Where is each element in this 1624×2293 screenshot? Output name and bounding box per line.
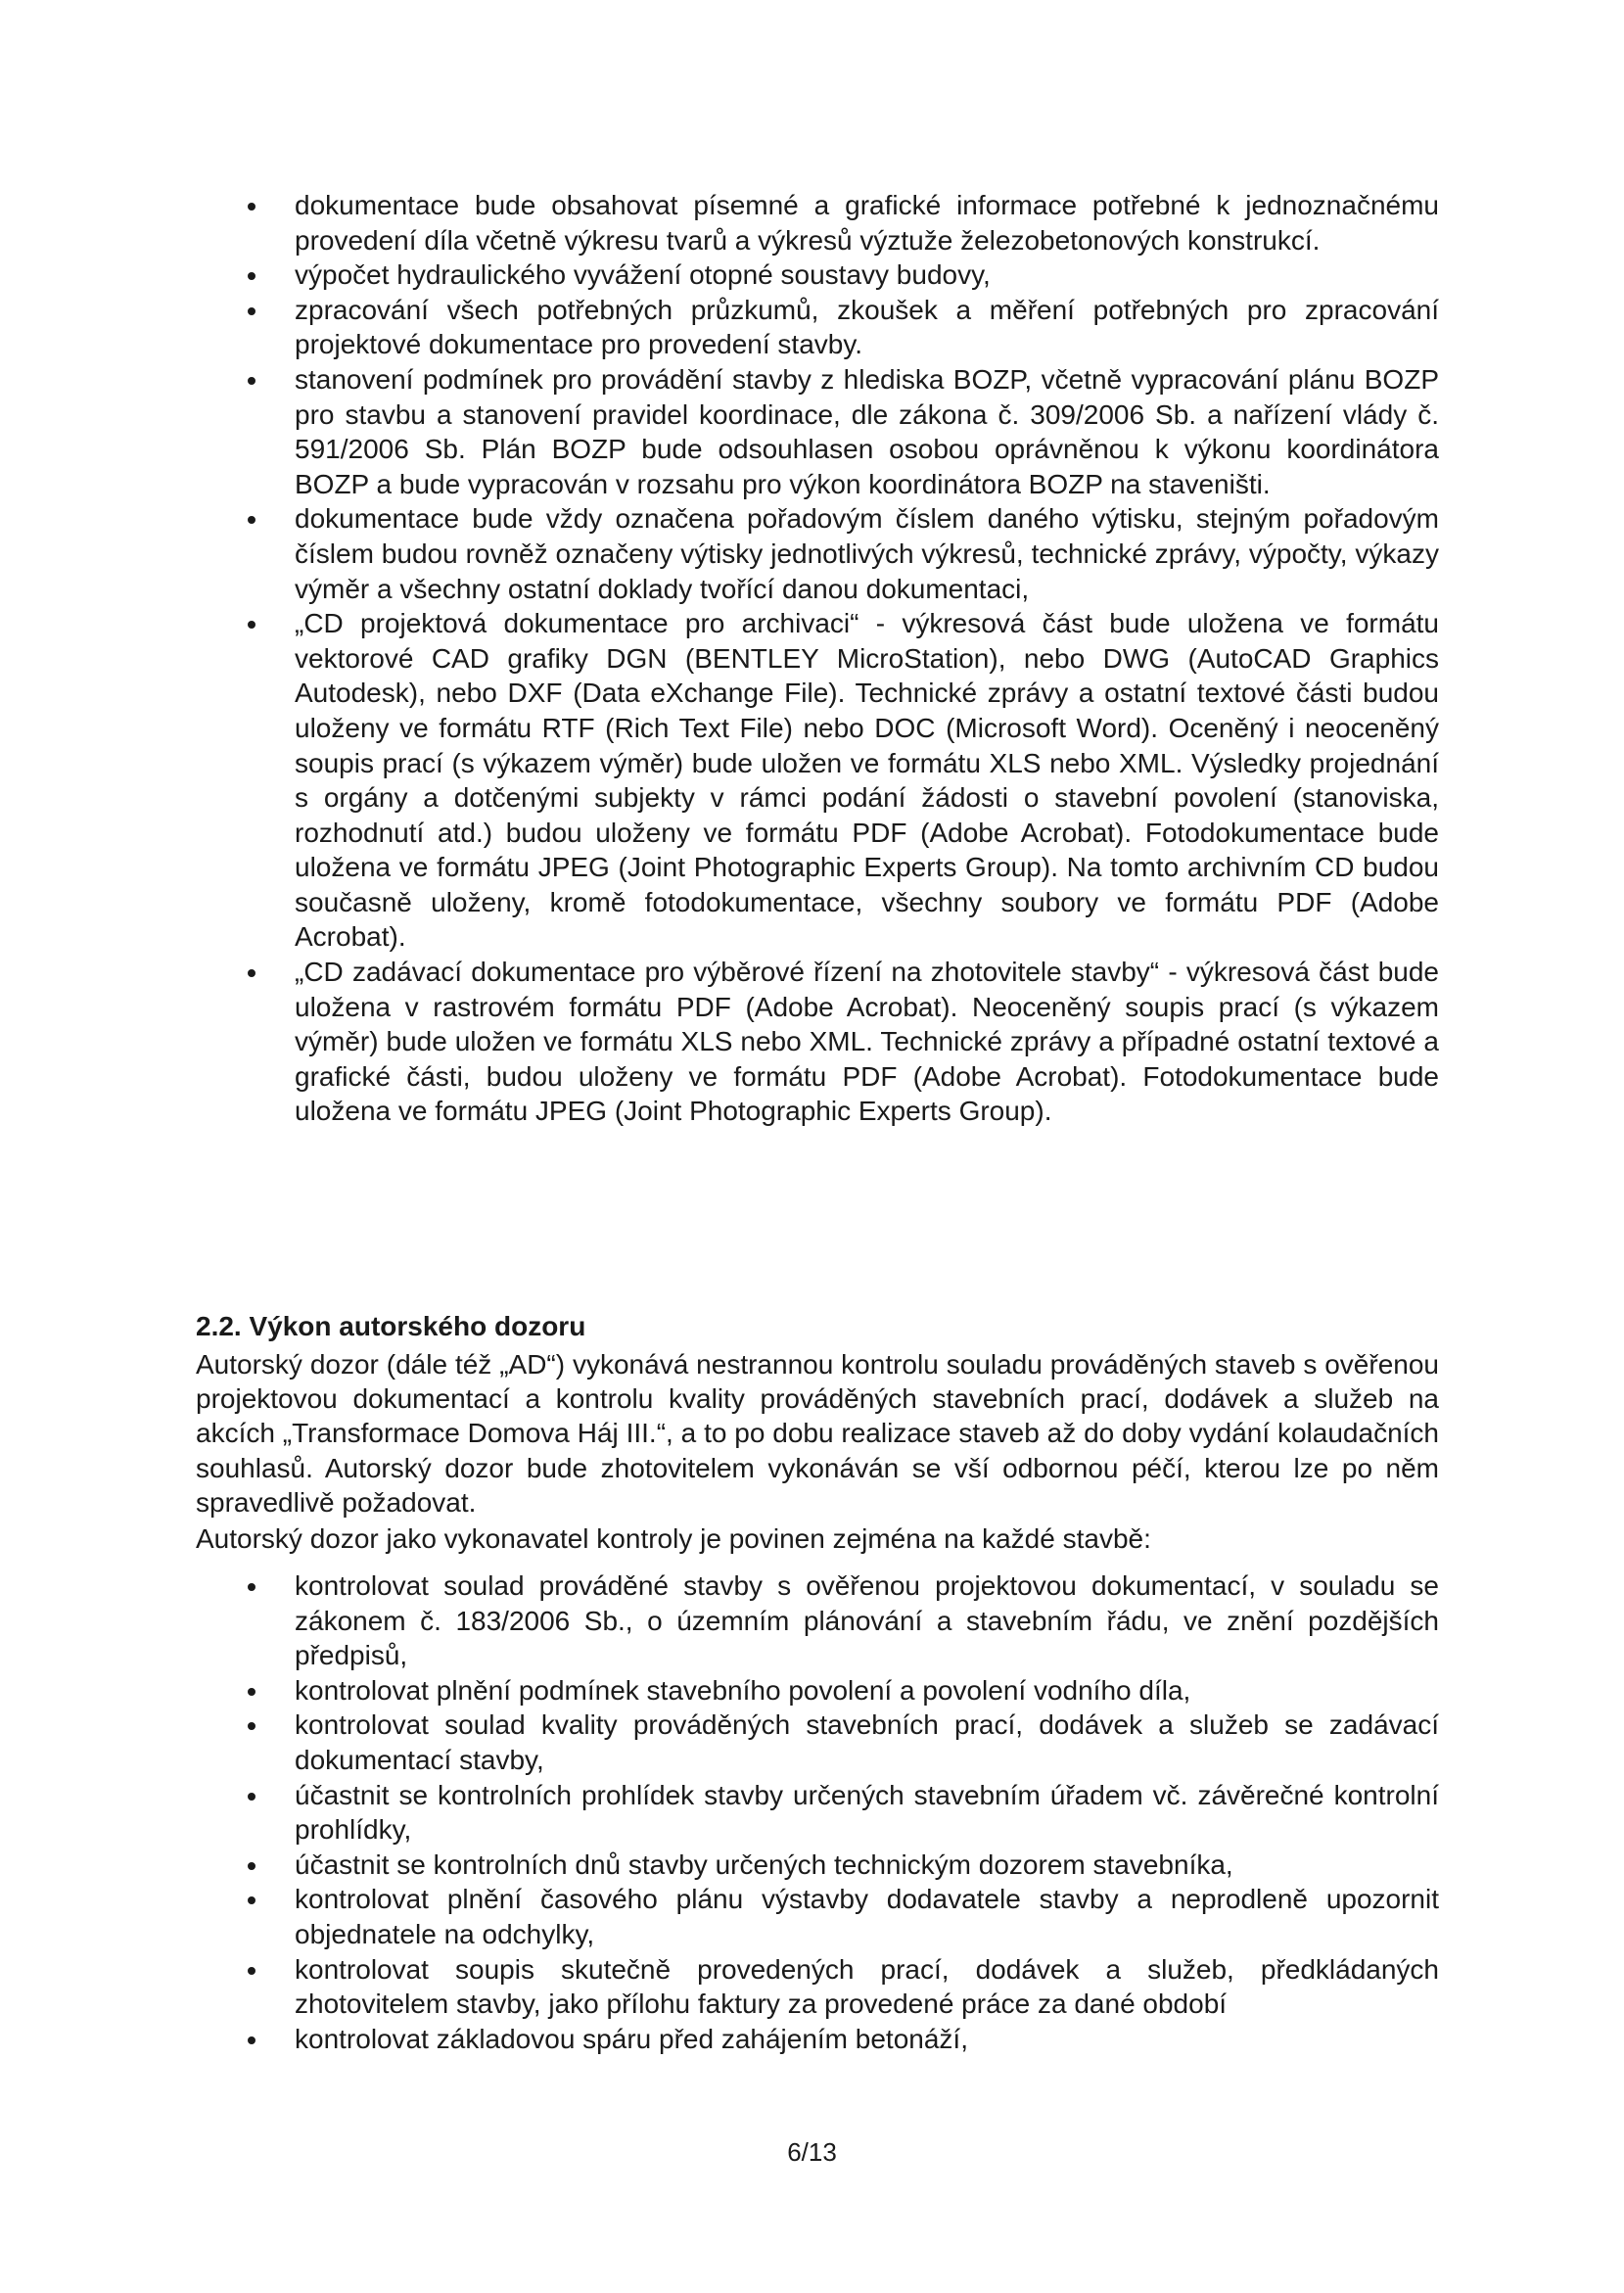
bullet-icon	[248, 2036, 255, 2044]
list-item	[240, 362, 1439, 501]
bullet-icon	[248, 272, 255, 280]
section-intro-line: Autorský dozor jako vykonavatel kontroly je povinen zejména na každé stavbě:	[196, 1523, 1151, 1554]
bullet-icon	[248, 1722, 255, 1730]
list-item-text: kontrolovat soulad kvality prováděných stavebních prací, dodávek a služeb se zadávací dokumentací stavby,	[295, 1709, 1439, 1775]
list-item-text: kontrolovat plnění časového plánu výstavby dodavatele stavby a neprodleně upozornit objednatele na odchylky,	[295, 1884, 1439, 1949]
list-item	[240, 1778, 1439, 1848]
duties-list	[240, 1568, 1439, 2056]
list-item-text: „CD projektová dokumentace pro archivaci“ - výkresová část bude uložena ve formátu vektorové CAD grafiky DGN (BENTLEY MicroStation), nebo DWG (AutoCAD Graphics Autodesk), nebo DXF (Data eXchange File). Technické zprávy a ostatní textové části budou uloženy ve formátu RTF (Rich Text File) nebo DOC (Microsoft Word). Oceněný i neoceněný soupis prací (s výkazem výměr) bude uložen ve formátu XLS nebo XML. Výsledky projednání s orgány a dotčenými subjekty v rámci podání žádosti o stavební povolení (stanoviska, rozhodnutí atd.) budou uloženy ve formátu PDF (Adobe Acrobat). Fotodokumentace bude uložena ve formátu JPEG (Joint Photographic Experts Group). Na tomto archivním CD budou současně uloženy, kromě fotodokumentace, všechny soubory ve formátu PDF (Adobe Acrobat).	[295, 608, 1439, 953]
list-item-text: zpracování všech potřebných průzkumů, zkoušek a měření potřebných pro zpracování projektové dokumentace pro provedení stavby.	[295, 294, 1439, 360]
bullet-icon	[248, 1967, 255, 1975]
list-item-text: účastnit se kontrolních prohlídek stavby určených stavebním úřadem vč. závěrečné kontrolní prohlídky,	[295, 1779, 1439, 1846]
list-item	[240, 1673, 1439, 1708]
list-item	[240, 606, 1439, 955]
bullet-icon	[248, 969, 255, 977]
list-item	[240, 293, 1439, 362]
list-item-text: výpočet hydraulického vyvážení otopné soustavy budovy,	[295, 259, 991, 291]
list-item-text: dokumentace bude obsahovat písemné a grafické informace potřebné k jednoznačnému provedení díla včetně výkresu tvarů a výkresů výztuže železobetonových konstrukcí.	[295, 190, 1439, 256]
list-item-text: účastnit se kontrolních dnů stavby určených technickým dozorem stavebníka,	[295, 1848, 1233, 1880]
page-number: 6/13	[787, 2137, 837, 2167]
list-item-text: „CD zadávací dokumentace pro výběrové řízení na zhotovitele stavby“ - výkresová část bude uložena v rastrovém formátu PDF (Adobe Acrobat). Neoceněný soupis prací (s výkazem výměr) bude uložen ve formátu XLS nebo XML. Technické zprávy a případné ostatní textové a grafické části, budou uloženy ve formátu PDF (Adobe Acrobat). Fotodokumentace bude uložena ve formátu JPEG (Joint Photographic Experts Group).	[295, 957, 1439, 1127]
list-item-text: kontrolovat základovou spáru před zahájením betonáží,	[295, 2023, 968, 2054]
section-heading: 2.2. Výkon autorského dozoru	[196, 1311, 586, 1341]
bullet-icon	[248, 1862, 255, 1870]
list-item-text: dokumentace bude vždy označena pořadovým číslem daného výtisku, stejným pořadovým číslem budou rovněž označeny výtisky jednotlivých výkresů, technické zprávy, výpočty, výkazy výměr a všechny ostatní doklady tvořící danou dokumentaci,	[295, 503, 1439, 604]
bullet-icon	[248, 621, 255, 629]
requirements-list	[240, 188, 1439, 1129]
list-item	[240, 1882, 1439, 1951]
list-item	[240, 1952, 1439, 2022]
list-item	[240, 955, 1439, 1129]
list-item-text: stanovení podmínek pro provádění stavby z hlediska BOZP, včetně vypracování plánu BOZP pro stavbu a stanovení pravidel koordinace, dle zákona č. 309/2006 Sb. a nařízení vlády č. 591/2006 Sb. Plán BOZP bude odsouhlasen osobou oprávněnou k výkonu koordinátora BOZP a bude vypracován v rozsahu pro výkon koordinátora BOZP na staveništi.	[295, 363, 1439, 499]
bullet-icon	[248, 516, 255, 524]
list-item-text: kontrolovat soupis skutečně provedených prací, dodávek a služeb, předkládaných zhotovitelem stavby, jako přílohu faktury za provedené práce za dané období	[295, 1953, 1439, 2020]
bullet-icon	[248, 1793, 255, 1801]
list-item	[240, 188, 1439, 257]
bullet-icon	[248, 1896, 255, 1904]
list-item	[240, 2022, 1439, 2057]
list-item	[240, 1708, 1439, 1777]
list-item-text: kontrolovat soulad prováděné stavby s ověřenou projektovou dokumentací, v souladu se zákonem č. 183/2006 Sb., o územním plánování a stavebním řádu, ve znění pozdějších předpisů,	[295, 1570, 1439, 1671]
bullet-icon	[248, 1688, 255, 1696]
list-item	[240, 257, 1439, 293]
bullet-icon	[248, 1583, 255, 1591]
bullet-icon	[248, 307, 255, 315]
list-item	[240, 1568, 1439, 1673]
bullet-icon	[248, 203, 255, 211]
list-item	[240, 501, 1439, 606]
list-item	[240, 1848, 1439, 1883]
list-item-text: kontrolovat plnění podmínek stavebního povolení a povolení vodního díla,	[295, 1674, 1191, 1706]
section-paragraph: Autorský dozor (dále též „AD“) vykonává nestrannou kontrolu souladu prováděných staveb s ověřenou projektovou dokumentací a kontrolu kvality prováděných stavebních prací, dodávek a služeb na akcích „Transformace Domova Háj III.“, a to po dobu realizace staveb až do doby vydání kolaudačních souhlasů. Autorský dozor bude zhotovitelem vykonáván se vší odbornou péčí, kterou lze po něm spravedlivě požadovat.	[196, 1349, 1439, 1518]
bullet-icon	[248, 377, 255, 385]
